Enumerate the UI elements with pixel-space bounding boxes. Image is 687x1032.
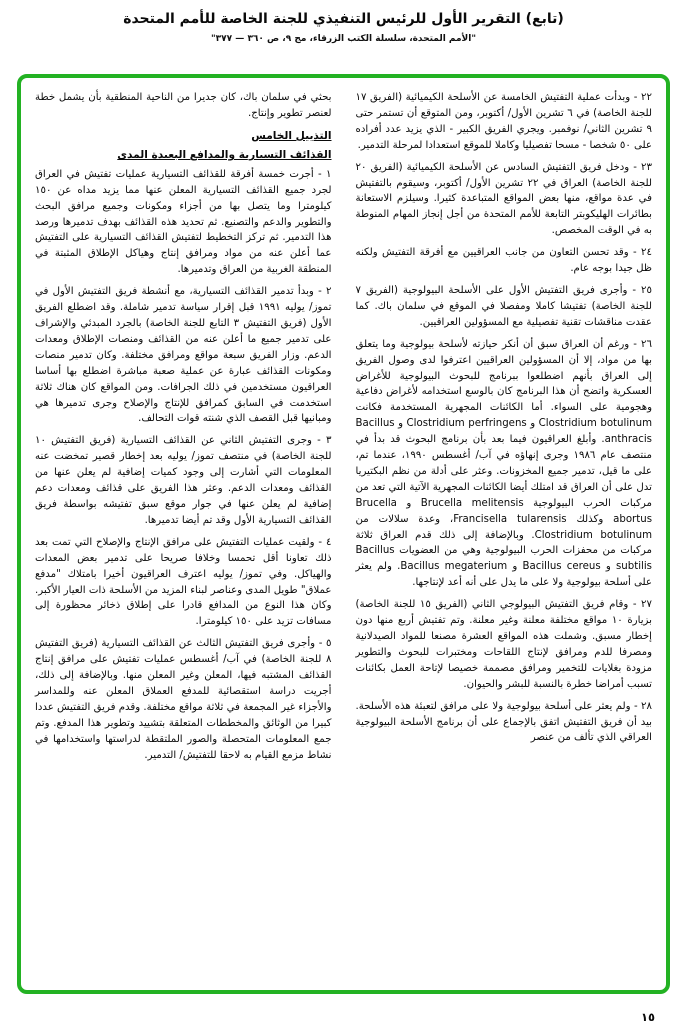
- left-column: [35, 90, 332, 980]
- paragraph-25: ٢٥ - وأجرى فريق التفتيش الأول على الأسلحة البيولوجية (الفريق ٧ للجنة الخاصة) تفتيشا كاملا ومفصلا في الموقع في سلمان باك. كما عقدت مناقشات تقنية تفصيلية مع المسؤولين العراقيين.: [355, 284, 652, 328]
- paragraph-26: ٢٦ - ورغم أن العراق سبق أن أنكر حيازته لأسلحة بيولوجية وما يتعلق بها من مواد، إلا أن المسؤولين العراقيين اعترفوا لدى وصول الفريق إلى العراق بأنهم اضطلعوا ببرنامج للبحوث البيولوجية للأغراض العسكرية واتضح أن هذا البرنامج كان بالوسع استخدامه لأغراض دفاعية وهجومية على السواء. أما الكائنات المجهرية المستخدمة فكانت Clostridium botulinum و Clostridium perfringens و Bacillus anthracis. وأبلغ العراقيون فيما بعد بأن برنامج البحوث قد بدأ في منتصف عام ١٩٨٦ وجرى إنهاؤه في آب/ أغسطس ١٩٩٠، عندما تم، على ما قيل، تدمير جميع المخزونات. وعثر على أدلة من نظم البكتيريا تدل على أن العراق قد امتلك أيضا الكائنات المجهرية الآتية التي تعد من مركبات الحرب البيولوجية Brucella melitensis و Brucella abortus وكذلك Francisella tularensis، وعدة سلالات من Clostridium botulinum. وبالإضافة إلى ذلك قدم العراق ثلاثة مركبات من محفزات الحرب البيولوجية وهي من العضويات Bacillus subtilis و Bacillus cereus و Bacillus megaterium. ولم يعثر على أسلحة بيولوجية ولا على ما يدل على أنه أعد لإنتاجها.: [355, 338, 653, 589]
- section-heading: القذائف التسيارية والمدافع البعيدة المدى: [117, 149, 332, 162]
- right-column: [356, 90, 653, 980]
- document-title: (تابع) التقرير الأول للرئيس التنفيذي للجنة الخاصة للأمم المتحدة: [123, 11, 564, 27]
- paragraph-4: ٤ - ولقيت عمليات التفتيش على مرافق الإنتاج والإصلاح التي تمت بعد ذلك تعاونا أقل تحمسا وخلافا صريحا على تدمير بعض المعدات والهياكل. وفي تموز/ يوليه اعترف العراقيون أخيرا بامتلاك "مدفع عملاق" طويل المدى وعناصر لبناء المزيد من الأسلحة ذات العيار الأكبر. وكان هذا النوع من المدافع قادرا على إطلاق ذخائر محظورة إلى مسافات تزيد على ١٥٠ كيلومترا.: [35, 536, 332, 628]
- paragraph-1: ١ - أجرت خمسة أفرقة للقذائف التسيارية عمليات تفتيش في العراق لجرد جميع القذائف التسيارية المعلن عنها مما يزيد مداه عن ١٥٠ كيلومترا وما يتصل بها من أجزاء ومكونات وجميع مرافق البحث والتطوير والدعم والتصنيع. ثم تحديد هذه القذائف بهدف تدميرها ورصد هذا التدمير. ثم تركز التخطيط لتفتيش القذائف التسيارية على التفتيش عما أعلن عنه من مواد ومرافق إنتاج وهياكل الإطلاق المثبتة في المنطقة الغربية من العراق وتدميرها.: [35, 168, 332, 276]
- document-subtitle: "الأمم المتحدة، سلسلة الكتب الزرقاء، مج ٩، ص ٣٦٠ — ٣٧٧": [210, 34, 477, 44]
- two-column-layout: [35, 90, 652, 980]
- paragraph-28: ٢٨ - ولم يعثر على أسلحة بيولوجية ولا على مرافق لتعبئة هذه الأسلحة. بيد أن فريق التفتيش اتفق بالإجماع على أن برنامج الأسلحة البيولوجية العراقي الذي تألف من عنصر: [355, 700, 652, 744]
- appendix-heading: التذييل الخامس: [251, 129, 332, 142]
- paragraph-2: ٢ - وبدأ تدمير القذائف التسيارية، مع أنشطة فريق التفتيش الأول في تموز/ يوليه ١٩٩١ قبل إقرار سياسة تدمير شاملة. وقد اضطلع الفريق الأول (فريق التفتيش ٣ التابع للجنة الخاصة) بالجرد المبدئي والإشراف على تدمير جميع ما أعلن عنه من القذائف ومنصات الإطلاق ومعدات الدعم. وزار الفريق سبعة مواقع ومرافق مختلفة. وكان تدمير منصات ومكونات القذائف عبارة عن عملية صعبة مباشرة اضطلع بها أساسا العراقيون مستخدمين في ذلك الجرافات. ومن المواقع كان هناك ثلاثة استخدمت في السابق كمرافق للإنتاج والإصلاح وجرى تدميرها هي ومبانيها قبل القصف الذي شنته قوات التحالف.: [35, 286, 332, 425]
- paragraph-27: ٢٧ - وقام فريق التفتيش البيولوجي الثاني (الفريق ١٥ للجنة الخاصة) بزيارة ١٠ مواقع مختلفة معلنة وغير معلنة. وتم تفتيش أربع منها دون إخطار مسبق. وشملت هذه المواقع العشرة مصنعا للمواد الصيدلانية ومصرفا للدم ومرافق لإنتاج اللقاحات ومختبرات للبحوث والتطوير مزودة بغلايات للتخمير ومرافق مصممة خصيصا لإتاحة العمل بكائنات تسبب أمراضا خطرة بالنسبة للبشر والحيوان.: [355, 599, 652, 690]
- paragraph-23: ٢٣ - ودخل فريق التفتيش السادس عن الأسلحة الكيميائية (الفريق ٢٠ للجنة الخاصة) العراق في ٢٢ تشرين الأول/ أكتوبر، وسيقوم بالتفتيش في عدة مواقع، منها بعض المواقع المتباعدة كثيرا. وسيلزم الاستعانة بطائرات الهليكوبتر التابعة للأمم المتحدة من أجل إنجاز المهام المنوطة به في الوقت المخصص.: [355, 161, 652, 237]
- paragraph-5: ٥ - وأجرى فريق التفتيش الثالث عن القذائف التسيارية (فريق التفتيش ٨ للجنة الخاصة) في آب/ أغسطس عمليات تفتيش على مرافق إنتاج القذائف المشتبه فيها، المعلن وغير المعلن منها. وبالإضافة إلى ذلك، أجريت دراسة استقصائية للمدفع العملاق المعلن عنه وللمداسر والأجزاء غير المجمعة في ثلاثة مواقع مختلفة. وقدم فريق التفتيش عددا كبيرا من الوثائق والمخططات المتعلقة بتشييد وتطوير هذا المدفع. وتم جمع المعلومات المتحصلة والصور الملتقطة لدراستها واستخدامها في نشاط مزمع القيام به لاحقا للتفتيش/ التدمير.: [35, 638, 332, 761]
- content-border-box: [17, 74, 670, 994]
- paragraph-3: ٣ - وجرى التفتيش الثاني عن القذائف التسيارية (فريق التفتيش ١٠ للجنة الخاصة) في منتصف تموز/ يوليه بعد إخطار قصير تمخضت عنه المعلومات التي أشارت إلى وجود كميات إضافية لم يعلن عنها من القذائف ومعدات الدعم. وعثر هذا الفريق على قذائف ومعدات دعم إضافية لم يعلن عنها في جوار موقع سبق تفتيشه بواسطة فريق القذائف التسيارية الأول وقد تم أيضا تدميرها.: [35, 435, 332, 526]
- continuation-paragraph: بحثي في سلمان باك، كان جديرا من الناحية المنطقية بأن يشمل خطة لعنصر تطوير وإنتاج.: [35, 92, 332, 119]
- paragraph-24: ٢٤ - وقد تحسن التعاون من جانب العراقيين مع أفرقة التفتيش ولكنه ظل جيدا بوجه عام.: [355, 247, 652, 275]
- paragraph-22: ٢٢ - وبدأت عملية التفتيش الخامسة عن الأسلحة الكيميائية (الفريق ١٧ للجنة الخاصة) في ٦ تشرين الأول/ أكتوبر، ومن المتوقع أن تستمر حتى ٩ تشرين الثاني/ نوفمبر. ويجري الفريق الكبير - الذي يزيد عدد أفراده على ٥٠ شخصا - مسحا تفصيليا وكاملا للموقع استعدادا لمرحلة التدمير.: [355, 92, 652, 151]
- page-header: [0, 0, 687, 44]
- page-number: ١٥: [640, 1010, 655, 1024]
